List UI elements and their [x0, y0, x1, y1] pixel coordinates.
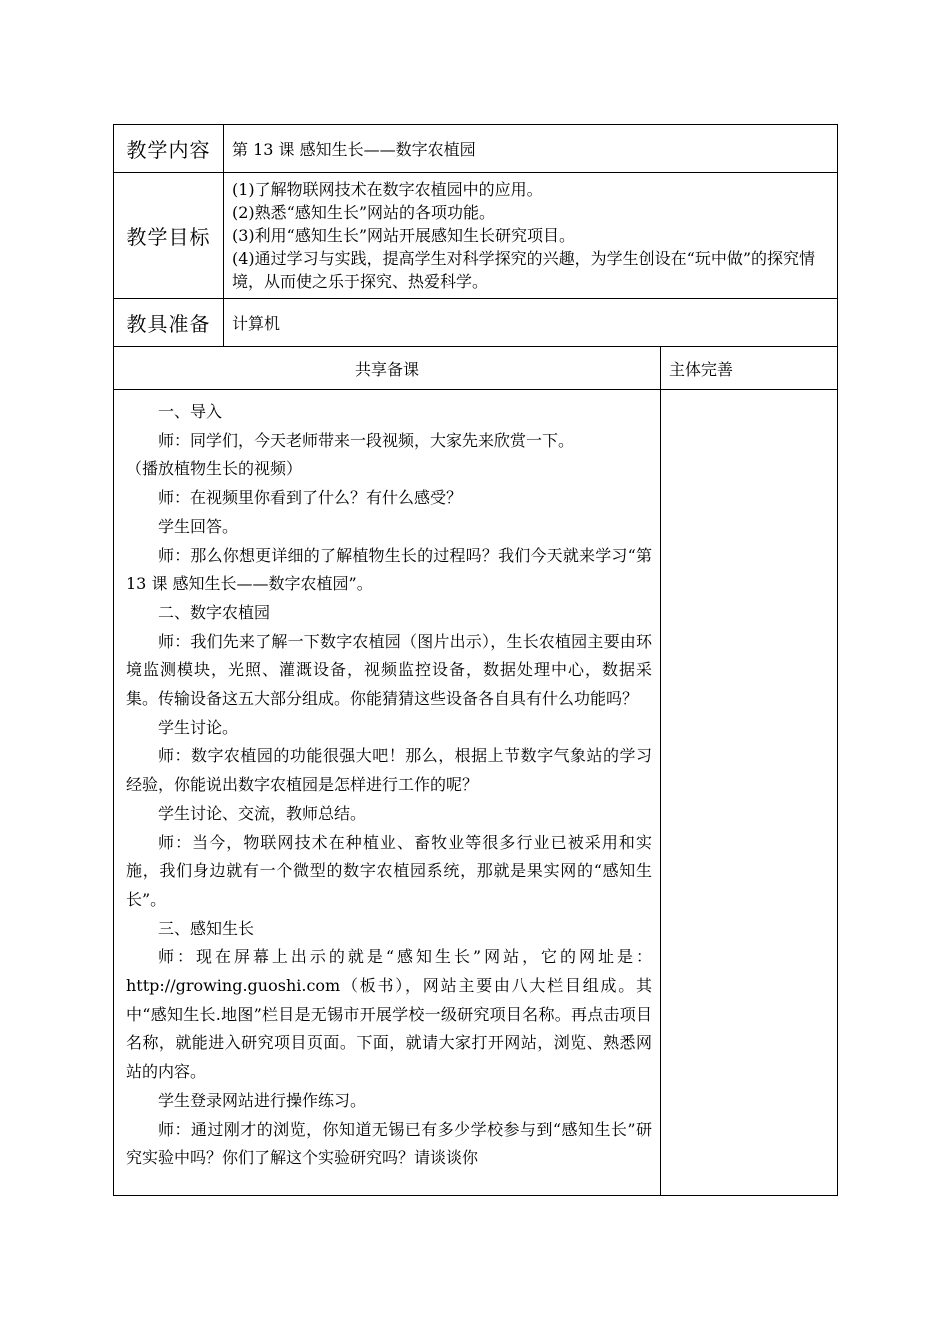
- row-teaching-tools: [114, 299, 838, 347]
- teaching-goals-label: 教学目标: [114, 173, 224, 299]
- section-heading: 一、导入: [158, 402, 223, 421]
- lesson-plan-table: [113, 124, 838, 1196]
- body-paragraph: 师：通过刚才的浏览，你知道无锡已有多少学校参与到“感知生长”研究实验中吗？你们了解这个实验研究吗？请谈谈你: [126, 1119, 652, 1168]
- body-paragraph: 师：当今，物联网技术在种植业、畜牧业等很多行业已被采用和实施，我们身边就有一个微型的数字农植园系统，那就是果实网的“感知生长”。: [126, 832, 652, 909]
- row-lesson-body: [114, 390, 838, 1196]
- body-paragraph: 师：我们先来了解一下数字农植园（图片出示），生长农植园主要由环境监测模块，光照、灌溉设备，视频监控设备，数据处理中心，数据采集。传输设备这五大部分组成。你能猜猜这些设备各自具有什么功能吗？: [126, 631, 652, 709]
- goal-item: (4)通过学习与实践，提高学生对科学探究的兴趣，为学生创设在“玩中做”的探究情境，从而使之乐于探究、热爱科学。: [232, 249, 816, 291]
- goal-item: (1)了解物联网技术在数字农植园中的应用。: [232, 180, 543, 199]
- shared-prep-header: 共享备课: [114, 347, 661, 390]
- teaching-tools-value: 计算机: [224, 299, 838, 347]
- section-heading: 二、数字农植园: [158, 602, 271, 622]
- shared-prep-content: [114, 390, 661, 1196]
- body-paragraph: 师：同学们，今天老师带来一段视频，大家先来欣赏一下。: [158, 430, 575, 450]
- personal-refine-content: [661, 390, 838, 1196]
- row-teaching-goals: [114, 173, 838, 299]
- body-paragraph: （播放植物生长的视频）: [126, 459, 303, 479]
- body-paragraph: 学生登录网站进行操作练习。: [158, 1090, 367, 1110]
- goal-item: (2)熟悉“感知生长”网站的各项功能。: [232, 203, 496, 222]
- section-heading: 三、感知生长: [158, 918, 255, 938]
- teaching-tools-label: 教具准备: [114, 299, 224, 347]
- row-column-headers: [114, 347, 838, 390]
- body-paragraph: 学生回答。: [158, 516, 239, 536]
- body-paragraph: 师：在视频里你看到了什么？有什么感受？: [158, 488, 463, 508]
- teaching-goals-list: [224, 173, 838, 299]
- body-paragraph: 师：数字农植园的功能很强大吧！那么，根据上节数字气象站的学习经验，你能说出数字农植园是怎样进行工作的呢？: [126, 746, 652, 795]
- teaching-content-value: 第 13 课 感知生长——数字农植园: [224, 125, 838, 173]
- teaching-content-label: 教学内容: [114, 125, 224, 173]
- body-paragraph: 师：那么你想更详细的了解植物生长的过程吗？我们今天就来学习“第 13 课 感知生长——数字农植园”。: [126, 545, 652, 594]
- body-paragraph: 学生讨论、交流，教师总结。: [158, 803, 367, 823]
- personal-refine-header: 主体完善: [661, 347, 838, 390]
- row-teaching-content: [114, 125, 838, 173]
- body-paragraph: 学生讨论。: [158, 717, 239, 737]
- lesson-plan-sheet: [113, 124, 837, 1196]
- body-paragraph: 师：现在屏幕上出示的就是“感知生长”网站，它的网址是：http://growing.guoshi.com（板书），网站主要由八大栏目组成。其中“感知生长.地图”栏目是无锡市开展学校一级研究项目名称。再点击项目名称，就能进入研究项目页面。下面，就请大家打开网站，浏览、熟悉网站的内容。: [126, 947, 652, 1082]
- goal-item: (3)利用“感知生长”网站开展感知生长研究项目。: [232, 226, 576, 245]
